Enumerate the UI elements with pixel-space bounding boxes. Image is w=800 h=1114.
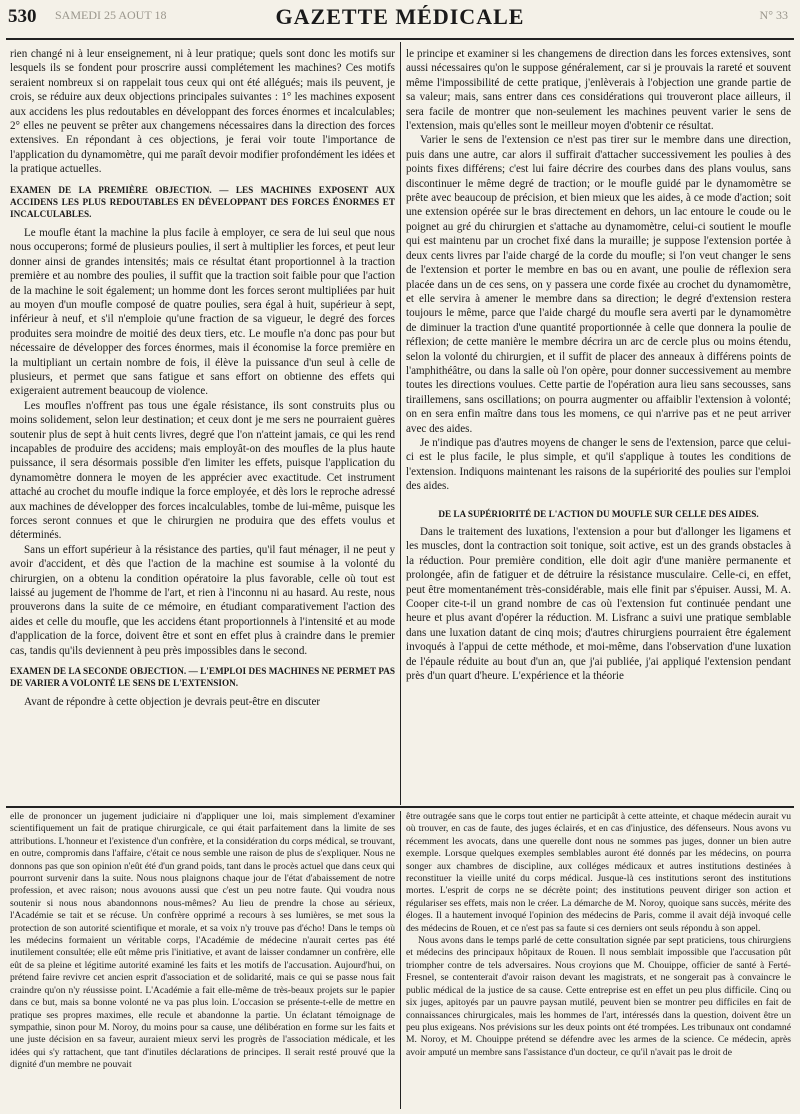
bleed-through-text-right: N° 33 — [759, 8, 788, 22]
paragraph: Sans un effort supérieur à la résistance des parties, qu'il faut ménager, il ne peut y avoir d'accident, et dès que l'action de la machine est soumise à la volonté du chirurgien, on a obtenu la condition opératoire la plus favorable, celle où tout est laissé au jugement de l'homme de l'art, et rien à l'inconnu ni au hasard. Au reste, nous prouverons dans la suite de ce mémoire, en étudiant comparativement l'action des aides et celle du moufle, que les accidens étant proportionnels à l'intensité et au mode d'application de la force, doivent être et sont en effet plus à craindre dans le premier cas, tandis qu'ils deviennent à peu près impossibles dans le second. — [10, 543, 395, 657]
feuilleton-rule — [6, 806, 794, 808]
column-divider — [400, 42, 401, 805]
feuilleton-left-column — [10, 811, 395, 1109]
paragraph: être outragée sans que le corps tout entier ne participât à cette atteinte, et chaque médecin aurait vu où trouver, en cas de faute, des juges éclairés, et en cas d'injustice, des défenseurs. Nous avons vu récemment les avocats, dans une querelle dont nous ne sommes pas juges, donner un bien autre exemple. Lorsque quelques exemples semblables auront été donnés par les médecins, on pourra songer aux chambres de discipline, aux colléges médicaux et autres institutions destinées à reconstituer la vieille unité du corps médical. Jusque-là ces institutions seront des institutions mortes. L'esprit de corps ne se décrète point; des institutions peuvent diriger son action et régulariser ses effets, mais non le créer. La démarche de M. Noroy, quoique sans succès, mérite des éloges. Il a hautement invoqué l'opinion des médecins de Paris, comme il avait déjà invoqué celle des médecins de Rouen, et ce n'est pas sa faute si ces derniers ont seuls répondu à son appel. — [406, 811, 791, 934]
section-heading-superiority: DE LA SUPÉRIORITÉ DE L'ACTION DU MOUFLE SUR CELLE DES AIDES. — [438, 508, 759, 519]
page-number: 530 — [8, 6, 37, 27]
paragraph: Je n'indique pas d'autres moyens de changer le sens de l'extension, parce que celui-ci est le plus facile, le plus simple, et qu'il s'applique à toutes les conditions de l'extension. Indiquons maintenant les raisons de la supériorité des poulies sur l'emploi des aides. — [406, 436, 791, 493]
paragraph: Avant de répondre à cette objection je devrais peut-être en discuter — [24, 695, 321, 708]
paragraph: rien changé ni à leur enseignement, ni à leur pratique; quels sont donc les motifs sur lesquels ils se fondent pour proscrire aussi complétement les machines? Ces motifs seraient nombreux si on rappelait tous ceux qui ont été allégués; mais ils peuvent, je crois, se réduire aux deux objections principales suivantes : 1° les machines exposent aux accidens les plus redoutables en développant des forces énormes et incalculables; 2° elles ne peuvent se prêter aux changemens nécessaires dans la direction des forces extensives. En répondant à ces objections, je ferai voir toute l'importance de l'application du dynamomètre, qui me paraît devoir modifier profondément les idées et la pratique actuelles. — [10, 48, 395, 176]
bottom-column-divider — [400, 811, 401, 1109]
feuilleton-right-column — [406, 811, 791, 1109]
paragraph: Le moufle étant la machine la plus facile à employer, ce sera de lui seul que nous nous occuperons; formé de plusieurs poulies, il sert à multiplier les forces, et peut leur donner ainsi de grandes intensités; mais ce résultat étant proportionnel à la traction première et au nombre des poulies, il suffit que la traction soit faible pour que l'action de la machine le soit également; un homme dont les forces seront multipliées par huit au moyen d'un moufle composé de quatre poulies, sera égal à huit, supérieur à sept, inférieur à neuf, et s'il n'emploie qu'une fraction de sa vigueur, le degré des forces produites sera moindre de moitié des deux tiers, etc. Le moufle n'a donc pas pour but nécessaire de développer des forces énormes, mais il économise la force première en la multipliant un certain nombre de fois, il élève la puissance d'un seul à celle de plusieurs, et permet que sans fatigue et sans effort on obtienne des effets qui exigeraient autrement beaucoup de violence. — [10, 226, 395, 398]
right-column — [406, 47, 791, 803]
paragraph: Nous avons dans le temps parlé de cette consultation signée par sept praticiens, tous chirurgiens et médecins des principaux hôpitaux de Rouen. Il nous semblait impossible que l'accusation pût triompher contre de tels adversaires. Nous croyions que M. Chouippe, officier de santé à Ferté-Fresnel, se contenterait d'avoir raison devant les magistrats, et ne songerait pas à convaincre le public médical de la justice de sa cause. Cette entreprise est en effet un peu plus difficile. Cinq ou six juges, apitoyés par un pauvre paysan mutilé, peuvent bien se montrer peu difficiles en fait de connaissances chirurgicales, mais les hommes de l'art, intéressés dans la question, doivent être un peu plus exigeans. Nos prévisions sur les deux points ont été trompées. Les tribunaux ont condamné M. Noroy, et M. Chouippe prétend se défendre avec les armes de la science. Ce médecin, après avoir amputé un membre sans l'assistance d'un docteur, ce qu'il n'avait pas le droit de — [406, 935, 791, 1058]
left-column — [10, 47, 395, 803]
paragraph: Dans le traitement des luxations, l'extension a pour but d'allonger les ligamens et les muscles, dont la contraction soit tonique, soit active, est un des grands obstacles à la réduction. Pour première condition, elle doit agir d'une manière permanente et prolongée, afin de fatiguer et de détruire la résistance musculaire. Celle-ci, en effet, peut être momentanément très-considérable, mais elle finit par s'épuiser. Aussi, M. A. Cooper cite-t-il un grand nombre de cas où l'extension fut continuée pendant une heure et plus avant d'opérer la réduction. M. Lisfranc a suivi une pratique semblable dans une luxation datant de cinq mois; d'autres chirurgiens pourraient être également invoqués à l'appui de cette méthode, et moi-même, dans l'observation d'une luxation de l'épaule réduite au bout d'un an, que j'ai publiée, j'ai appliqué l'extension pendant près d'un quart d'heure. L'expérience et la théorie — [406, 526, 791, 683]
header-rule — [6, 38, 794, 40]
paragraph: elle de prononcer un jugement judiciaire ni d'appliquer une loi, mais simplement d'examiner scientifiquement un fait de pratique chirurgicale, ce qui était parfaitement dans la limite de ses attributions. L'honneur et l'existence d'un confrère, et la considération du corps médical, se trouvant, en outre, compromis dans l'affaire, c'était ce nous semble une raison de plus de s'expliquer. Nous ne donnons pas que son opinion n'eût été d'un grand poids, tant dans le procès actuel que dans ceux qui pourront survenir dans la suite. Nous nous plaignons chaque jour de l'état d'abaissement de notre profession, et avec raison; nous avouons aussi que c'est un peu notre faute. Qui voudra nous soutenir si nous nous abandonnons nous-mêmes? Au lieu de prendre la chose au sérieux, l'Académie se tait et se récuse. Un confrère opprimé a recours à ses lumières, se met sous la protection de son autorité scientifique et morale, et sa voix n'y trouve pas d'écho! Dans le temps où les médecins formaient un véritable corps, l'Académie de médecine n'aurait certes pas été inutilement consultée; elle eût même pris l'initiative, et avant de laisser condamner un confrère, elle eût de sa pleine et légitime autorité examiné les faits et les motifs de l'accusation. Aujourd'hui, on prétend faire revivre cet ancien esprit d'association et de solidarité, mais ce qui se passe nous fait craindre qu'on n'y réussisse point. L'Académie a fait elle-même de très-beaux projets sur le papier dans ce but, mais sa bonne volonté ne va pas plus loin. L'occasion se présente-t-elle de mettre en pratique ses propres maximes, elle recule et abandonne la partie. Un éclatant témoignage de sympathie, sinon pour M. Noroy, du moins pour sa cause, une délibération en forme sur les faits et une juste décision en sa faveur, auraient mieux servi les progrès de l'association médicale, et les idées qui s'y rattachent, que tant d'inutiles déclarations de principes. Il serait resté prouvé que la dignité d'un membre ne pouvait — [10, 811, 395, 1071]
page-header — [0, 0, 800, 38]
paragraph: Varier le sens de l'extension ce n'est pas tirer sur le membre dans une direction, puis dans une autre, car alors il suffirait d'attacher successivement les poulies à des points fixes différens; c'est lui faire décrire des courbes dans des plans voulus, sans discontinuer le même degré de traction; or le moufle guidé par le dynamomètre se prête avec beaucoup de précision, et bien mieux que les aides, à ce mode d'action; soit une extension opérée sur le bras directement en dehors, un lac entoure le coude ou le poignet au gré du chirurgien et s'attache au dynamomètre, celui-ci soutient le moufle qui est maintenu par un crochet fixé dans la muraille; je suppose l'extension portée à deux cents livres par l'aide chargé de la corde du moufle; si l'on veut changer le sens de l'extension et porter le membre en bas ou en avant, une poulie de réflexion sera placée dans un de ces sens, on y passera une corde fixée au crochet du dynamomètre, et elle servira à amener le membre dans sa direction; le degré d'extension restera toujours le même, parce que l'aide chargé du moufle sera averti par le dynamomètre de diminuer la traction d'une quantité proportionnée à celle que donnera la poulie de réflexion; de cette manière le membre décrira un arc de cercle plus ou moins étendu, selon la volonté du chirurgien, et il suffit de placer des anneaux à différens points de l'amphithéâtre, ou dans la salle où l'on opère, pour donner successivement au membre toutes les directions voulues. Cette partie de l'opération aura lieu sans secousses, sans tiraillemens, sans oscillations; on pourra augmenter ou affaiblir l'extension à volonté; on en sera enfin maître dans tous les momens, ce qui n'arrive pas et ne peut arriver avec des aides. — [406, 134, 791, 435]
paragraph: Les moufles n'offrent pas tous une égale résistance, ils sont construits plus ou moins solidement, selon leur destination; et ceux dont je me sers ne pourraient guères soutenir plus de sept à huit cents livres, degré que l'on n'atteint jamais, ce qui les rend incapables de produire des accidens; mais employât-on des moufles de la plus haute puissance, il sera désormais possible d'en limiter les effets, puisque l'application du dynamomètre donnera le moyen de les apprécier avec exactitude. Cet instrument attaché au crochet du moufle indique la force employée, et dès lors le reproche adressé aux machines de développer des forces incalculables, tombe de lui-même, puisque les forces seront connues et que le chirurgien ne produira que des effets voulus et déterminés. — [10, 399, 395, 542]
section-heading-first-objection: EXAMEN DE LA PREMIÈRE OBJECTION. — LES MACHINES EXPOSENT AUX ACCIDENS LES PLUS REDOUTABLES EN DÉVELOPPANT DES FORCES ÉNORMES ET INCALCULABLES. — [10, 184, 395, 220]
section-heading-second-objection: EXAMEN DE LA SECONDE OBJECTION. — L'EMPLOI DES MACHINES NE PERMET PAS DE VARIER A VOLONTÉ LE SENS DE L'EXTENSION. — [10, 666, 395, 689]
paragraph: le principe et examiner si les changemens de direction dans les forces extensives, sont aussi nécessaires qu'on le suppose généralement, car si je prouvais la rareté et souvent même l'impossibilité de cette pratique, j'enlèverais à l'objection une grande partie de sa valeur; mais, sans entrer dans ces considérations qui trouveront place ailleurs, il sera facile de montrer que non-seulement les machines peuvent varier le sens de l'extension, mais qu'elles sont le meilleur moyen d'obtenir ce résultat. — [406, 48, 791, 133]
journal-title: GAZETTE MÉDICALE — [275, 4, 525, 29]
bleed-through-text-left: SAMEDI 25 AOUT 18 — [55, 8, 167, 22]
